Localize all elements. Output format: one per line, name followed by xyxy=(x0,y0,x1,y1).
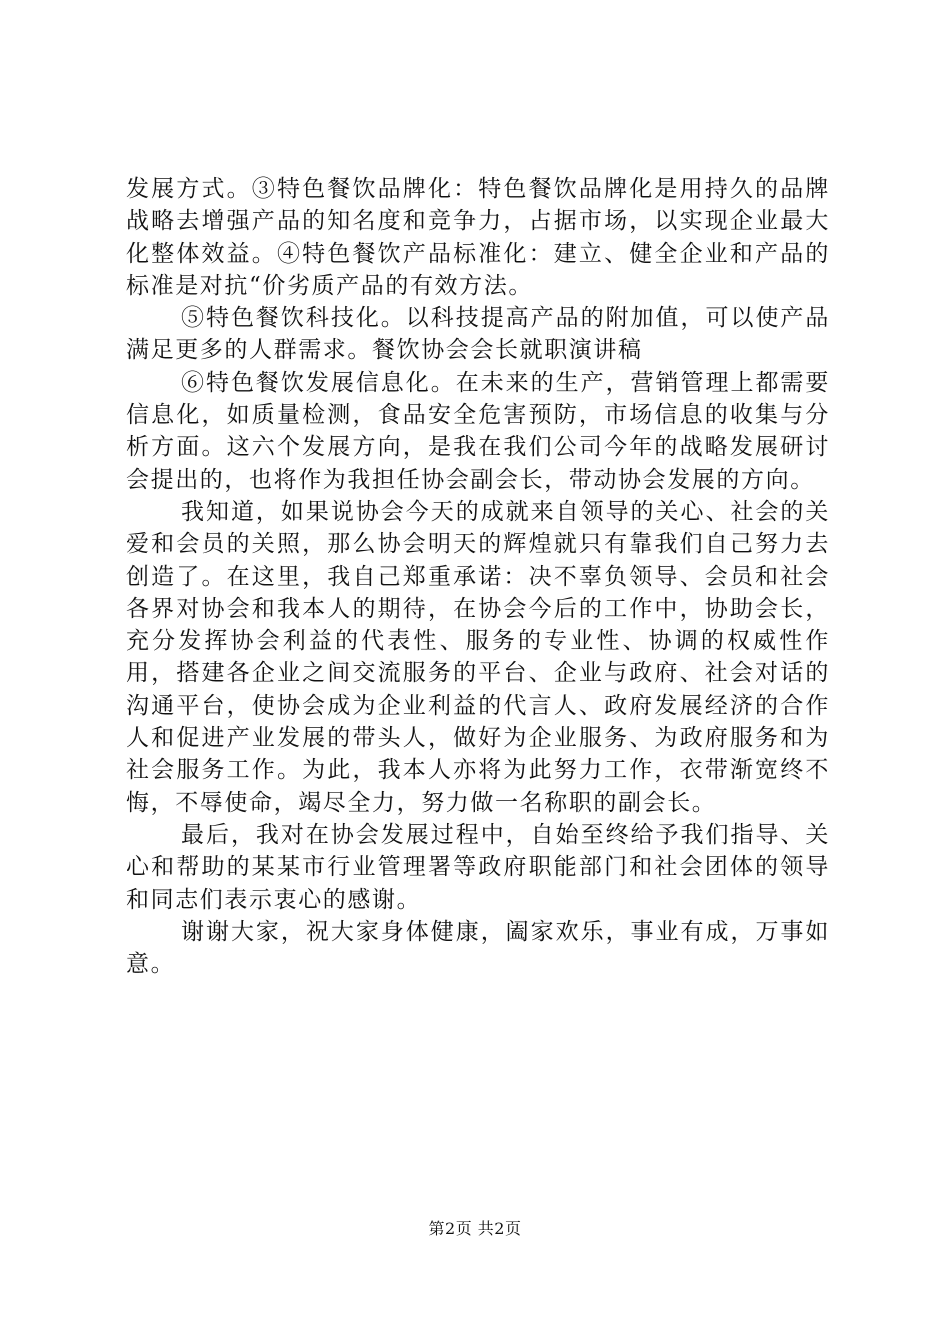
document-body xyxy=(126,173,830,980)
paragraph-brand-standardization: 发展方式。③特色餐饮品牌化：特色餐饮品牌化是用持久的品牌战略去增强产品的知名度和竞争力，占据市场，以实现企业最大化整体效益。④特色餐饮产品标准化：建立、健全企业和产品的标准是对抗“价劣质产品的有效方法。 xyxy=(126,176,830,299)
paragraph-technology: ⑤特色餐饮科技化。以科技提高产品的附加值，可以使产品满足更多的人群需求。餐饮协会会长就职演讲稿 xyxy=(126,305,830,364)
page-number-footer: 第2页 共2页 xyxy=(428,1219,522,1238)
paragraph-informatization: ⑥特色餐饮发展信息化。在未来的生产，营销管理上都需要信息化，如质量检测，食品安全危害预防，市场信息的收集与分析方面。这六个发展方向，是我在我们公司今年的战略发展研讨会提出的，也将作为我担任协会副会长，带动协会发展的方向。 xyxy=(126,369,830,493)
paragraph-closing: 谢谢大家，祝大家身体健康，阖家欢乐，事业有成，万事如意。 xyxy=(126,918,830,978)
paragraph-thanks: 最后，我对在协会发展过程中，自始至终给予我们指导、关心和帮助的某某市行业管理署等政府职能部门和社会团体的领导和同志们表示衷心的感谢。 xyxy=(126,821,830,913)
paragraph-commitment: 我知道，如果说协会今天的成就来自领导的关心、社会的关爱和会员的关照，那么协会明天的辉煌就只有靠我们自己努力去创造了。在这里，我自己郑重承诺：决不辜负领导、会员和社会各界对协会和我本人的期待，在协会今后的工作中，协助会长，充分发挥协会利益的代表性、服务的专业性、协调的权威性作用，搭建各企业之间交流服务的平台、企业与政府、社会对话的沟通平台，使协会成为企业利益的代言人、政府发展经济的合作人和促进产业发展的带头人，做好为企业服务、为政府服务和为社会服务工作。为此，我本人亦将为此努力工作，衣带渐宽终不悔，不辱使命，竭尽全力，努力做一名称职的副会长。 xyxy=(126,498,830,816)
